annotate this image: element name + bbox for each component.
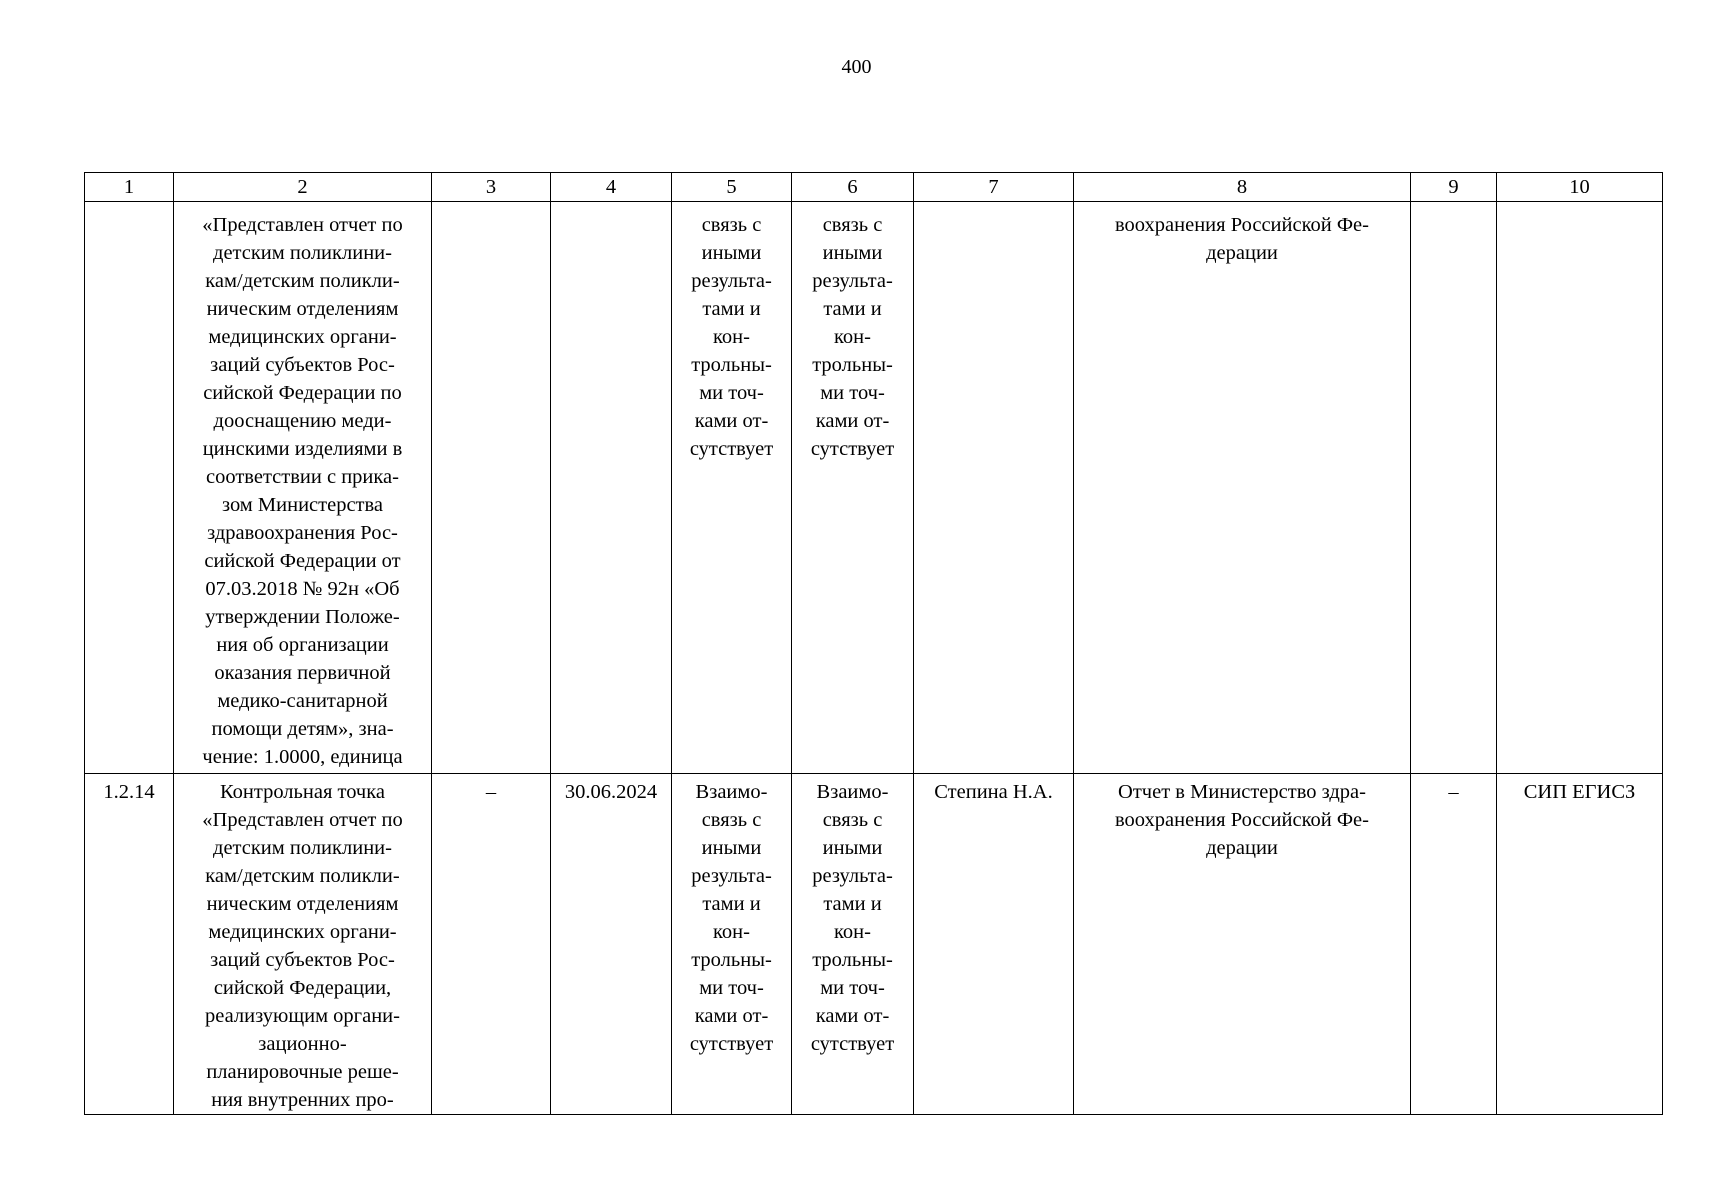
column-header: 6 xyxy=(792,173,914,202)
plan-table xyxy=(84,172,1663,1115)
cell-text-line: связь с xyxy=(822,809,883,831)
page-number: 400 xyxy=(841,56,872,78)
cell-text-line: сутствует xyxy=(689,438,774,460)
column-header: 1 xyxy=(85,173,174,202)
cell-text-line: ническим отделениям xyxy=(206,298,399,320)
cell-text-line: кон- xyxy=(834,326,871,348)
cell-text-line: ками от- xyxy=(694,410,769,432)
cell-text-line: медицинских органи- xyxy=(208,921,397,943)
description-cell xyxy=(174,774,432,1115)
cell-text-line: ками от- xyxy=(815,410,890,432)
cell-text-line: воохранения Российской Фе- xyxy=(1115,809,1369,831)
cell-text-line: дооснащению меди- xyxy=(213,410,392,432)
cell-text-line: чение: 1.0000, единица xyxy=(202,746,403,768)
cell-text-line: связь с xyxy=(701,809,762,831)
cell-text-line: заций субъектов Рос- xyxy=(210,949,395,971)
cell-text-line: иными xyxy=(701,837,762,859)
cell-text-line: иными xyxy=(822,242,883,264)
relation-cell xyxy=(672,774,792,1115)
cell-text-line: ми точ- xyxy=(699,977,764,999)
cell-text-line: связь с xyxy=(822,214,883,236)
description-cell xyxy=(174,202,432,774)
column-header: 8 xyxy=(1074,173,1411,202)
cell-text-line: сийской Федерации по xyxy=(203,382,402,404)
responsible-cell: Степина Н.А. xyxy=(914,774,1074,1115)
cell-text-line: 07.03.2018 № 92н «Об xyxy=(205,578,400,600)
cell-text-line: связь с xyxy=(701,214,762,236)
cell-text-line: зом Министерства xyxy=(221,494,384,516)
col9-cell: – xyxy=(1411,774,1497,1115)
cell-text-line: медико-санитарной xyxy=(217,690,388,712)
row-number-cell: 1.2.14 xyxy=(85,774,174,1115)
column-header: 2 xyxy=(174,173,432,202)
date-cell xyxy=(551,202,672,774)
column-header: 7 xyxy=(914,173,1074,202)
cell-text-line: трольны- xyxy=(691,949,772,971)
cell-text-line: результа- xyxy=(691,270,772,292)
cell-text-line: зационно- xyxy=(258,1033,347,1055)
cell-text-line: детским поликлини- xyxy=(213,242,392,264)
cell-text-line: детским поликлини- xyxy=(213,837,392,859)
col9-cell xyxy=(1411,202,1497,774)
cell-text-line: кон- xyxy=(834,921,871,943)
relation-cell xyxy=(672,202,792,774)
cell-text-line: иными xyxy=(822,837,883,859)
cell-text-line: ми точ- xyxy=(820,382,885,404)
date-cell: 30.06.2024 xyxy=(551,774,672,1115)
column-header: 4 xyxy=(551,173,672,202)
cell-text-line: результа- xyxy=(812,865,893,887)
cell-text-line: «Представлен отчет по xyxy=(202,214,403,236)
document-cell xyxy=(1074,774,1411,1115)
cell-text-line: Взаимо- xyxy=(816,781,889,803)
cell-text-line: кам/детским поликли- xyxy=(205,865,400,887)
cell-text-line: иными xyxy=(701,242,762,264)
cell-text-line: Взаимо- xyxy=(695,781,768,803)
cell-text-line: результа- xyxy=(691,865,772,887)
cell-text-line: сутствует xyxy=(810,1033,895,1055)
relation-cell xyxy=(792,774,914,1115)
cell-text-line: результа- xyxy=(812,270,893,292)
cell-text-line: кон- xyxy=(713,921,750,943)
column-header: 9 xyxy=(1411,173,1497,202)
cell-text-line: трольны- xyxy=(812,354,893,376)
cell-text-line: утверждении Положе- xyxy=(205,606,400,628)
column-header-row xyxy=(85,173,1663,202)
document-cell xyxy=(1074,202,1411,774)
cell-text-line: дерации xyxy=(1206,242,1278,264)
cell-text-line: кам/детским поликли- xyxy=(205,270,400,292)
column-header: 5 xyxy=(672,173,792,202)
responsible-cell xyxy=(914,202,1074,774)
cell-text-line: ками от- xyxy=(815,1005,890,1027)
cell-text-line: ния об организации xyxy=(216,634,389,656)
table-row xyxy=(85,774,1663,1115)
cell-text-line: сутствует xyxy=(810,438,895,460)
cell-text-line: ками от- xyxy=(694,1005,769,1027)
col3-cell: – xyxy=(432,774,551,1115)
cell-text-line: цинскими изделиями в xyxy=(202,438,403,460)
cell-text-line: ми точ- xyxy=(699,382,764,404)
cell-text-line: «Представлен отчет по xyxy=(202,809,403,831)
cell-text-line: кон- xyxy=(713,326,750,348)
cell-text-line: сутствует xyxy=(689,1033,774,1055)
cell-text-line: помощи детям», зна- xyxy=(211,718,394,740)
cell-text-line: сийской Федерации от xyxy=(204,550,401,572)
cell-text-line: дерации xyxy=(1206,837,1278,859)
col3-cell xyxy=(432,202,551,774)
cell-text-line: ния внутренних про- xyxy=(211,1089,394,1111)
cell-text-line: медицинских органи- xyxy=(208,326,397,348)
row-number-cell xyxy=(85,202,174,774)
cell-text-line: тами и xyxy=(702,893,761,915)
cell-text-line: трольны- xyxy=(691,354,772,376)
cell-text-line: тами и xyxy=(823,893,882,915)
cell-text-line: тами и xyxy=(702,298,761,320)
cell-text-line: ническим отделениям xyxy=(206,893,399,915)
cell-text-line: заций субъектов Рос- xyxy=(210,354,395,376)
column-header: 3 xyxy=(432,173,551,202)
cell-text-line: ми точ- xyxy=(820,977,885,999)
table-row xyxy=(85,202,1663,774)
relation-cell xyxy=(792,202,914,774)
system-cell xyxy=(1497,202,1663,774)
cell-text-line: соответствии с прика- xyxy=(206,466,399,488)
system-cell: СИП ЕГИСЗ xyxy=(1497,774,1663,1115)
cell-text-line: здравоохранения Рос- xyxy=(207,522,398,544)
cell-text-line: сийской Федерации, xyxy=(213,977,392,999)
cell-text-line: воохранения Российской Фе- xyxy=(1115,214,1369,236)
cell-text-line: Контрольная точка xyxy=(220,781,385,803)
cell-text-line: тами и xyxy=(823,298,882,320)
cell-text-line: Отчет в Министерство здра- xyxy=(1118,781,1366,803)
cell-text-line: планировочные реше- xyxy=(206,1061,399,1083)
cell-text-line: трольны- xyxy=(812,949,893,971)
cell-text-line: оказания первичной xyxy=(214,662,391,684)
cell-text-line: реализующим органи- xyxy=(205,1005,400,1027)
column-header: 10 xyxy=(1497,173,1663,202)
